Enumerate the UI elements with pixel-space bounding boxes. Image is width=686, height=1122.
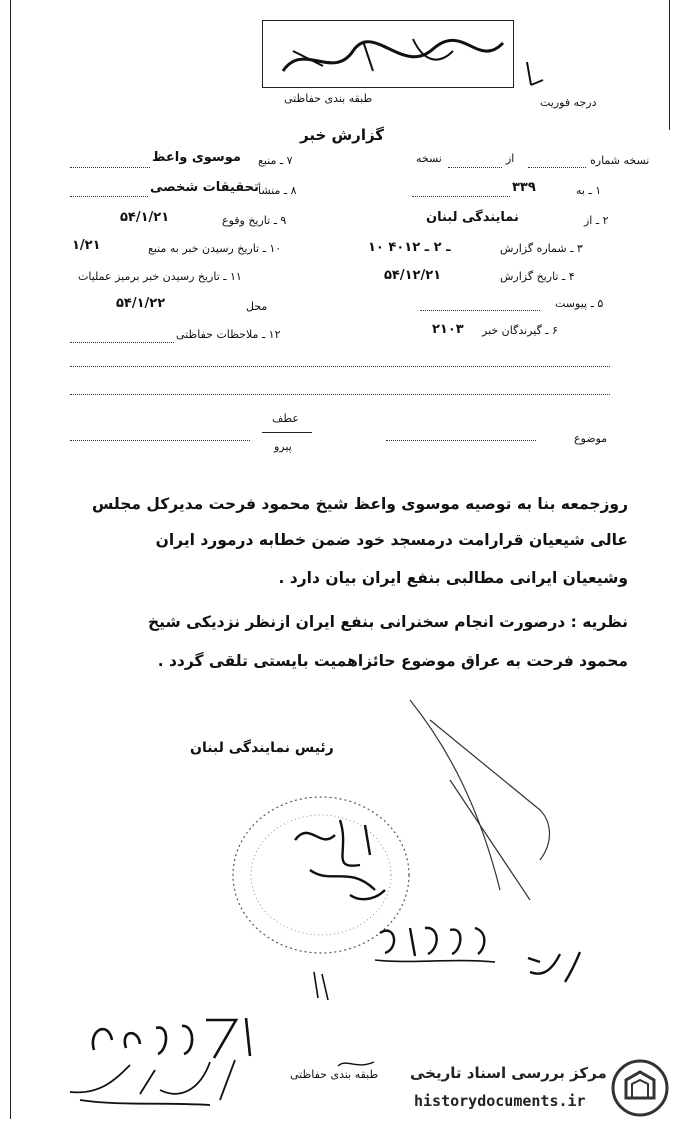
field-4-value: ۵۴/۱۲/۲۱ xyxy=(384,268,442,283)
field-3-label: ۳ ـ شماره گزارش xyxy=(500,242,583,255)
body-line-4: نظریه : درصورت انجام سخنرانی بنفع ایران ازنظر نزدیکی شیخ xyxy=(148,613,628,631)
classification-stamp-graphic xyxy=(263,21,513,87)
classification-label-top: طبقه بندی حفاظتی xyxy=(284,92,373,105)
body-line-5: محمود فرحت به عراق موضوع حائزاهمیت بایستی تلقی گردد . xyxy=(157,652,628,670)
subject-label: موضوع xyxy=(574,432,608,445)
classification-label-bottom: طبقه بندی حفاظتی xyxy=(290,1068,379,1081)
body-line-2: عالی شیعیان قرارامت درمسجد خود ضمن خطابه درمورد ایران xyxy=(155,531,628,549)
field-8-label: ۸ ـ منشأ xyxy=(258,184,297,197)
form-title: گزارش خبر xyxy=(300,126,385,144)
copy-unit-label: نسخه xyxy=(416,152,442,165)
field-2-label: ۲ ـ از xyxy=(584,214,609,227)
urgency-label: درجه فوریت xyxy=(540,96,597,109)
field-6-value: ۲۱۰۳ xyxy=(432,322,464,337)
field-5-label: ۵ ـ پیوست xyxy=(555,297,604,310)
copy-number-label: نسخه شماره xyxy=(590,154,650,167)
scan-edge-line xyxy=(10,0,11,1119)
watermark-logo xyxy=(610,1058,670,1118)
field-9-value: ۵۴/۱/۲۱ xyxy=(120,210,170,225)
field-7-value: موسوی واعظ xyxy=(152,150,241,165)
field-3-value: ۱۰ ـ ۲ ـ ۴۰۱۲ xyxy=(368,240,451,255)
scribble-mark xyxy=(390,690,570,950)
signatory-title: رئیس نمایندگی لبنان xyxy=(190,740,334,756)
copy-of-label: از xyxy=(506,152,515,165)
reference-label: عطف xyxy=(272,412,299,425)
classification-stamp xyxy=(262,20,514,88)
body-line-3: وشیعیان ایرانی مطالبی بنفع ایران بیان دارد . xyxy=(278,569,628,587)
document-archive-icon xyxy=(610,1058,670,1118)
corner-mark xyxy=(525,60,545,94)
stray-mark xyxy=(306,968,336,1004)
field-1-value: ۳۳۹ xyxy=(512,180,536,195)
field-6-label: ۶ ـ گیرندگان خبر xyxy=(482,324,558,337)
handwritten-note xyxy=(520,944,590,988)
field-12-label: ۱۲ ـ ملاحظات حفاظتی xyxy=(176,328,281,341)
follow-up-label: پیرو xyxy=(274,440,292,453)
location-label: محل xyxy=(246,300,268,313)
field-11-label: ۱۱ ـ تاریخ رسیدن خبر برمیز عملیات xyxy=(78,270,242,283)
footer-scribble xyxy=(336,1056,376,1072)
body-line-1: روزجمعه بنا به توصیه موسوی واعظ شیخ محمود فرحت مدیرکل مجلس xyxy=(91,495,628,513)
field-11-value: ۵۴/۱/۲۲ xyxy=(116,296,166,311)
field-8-value: تحقیقات شخصی xyxy=(150,180,259,195)
field-9-label: ۹ ـ تاریخ وقوع xyxy=(222,214,287,227)
reference-divider xyxy=(262,432,312,433)
field-1-label: ۱ ـ به xyxy=(576,184,602,197)
watermark-org-name: مرکز بررسی اسناد تاریخی xyxy=(410,1064,607,1082)
scan-edge-line-right xyxy=(669,0,670,130)
field-10-label: ۱۰ ـ تاریخ رسیدن خبر به منبع xyxy=(148,242,282,255)
field-2-value: نمایندگی لبنان xyxy=(426,210,519,225)
handwritten-registry-number xyxy=(370,918,500,966)
field-7-label: ۷ ـ منبع xyxy=(258,154,293,167)
watermark-url: historydocuments.ir xyxy=(414,1092,586,1110)
field-10-value: ۱/۲۱ xyxy=(72,238,101,253)
handwritten-signature xyxy=(290,810,400,910)
bottom-signature xyxy=(60,1050,240,1110)
field-4-label: ۴ ـ تاریخ گزارش xyxy=(500,270,575,283)
